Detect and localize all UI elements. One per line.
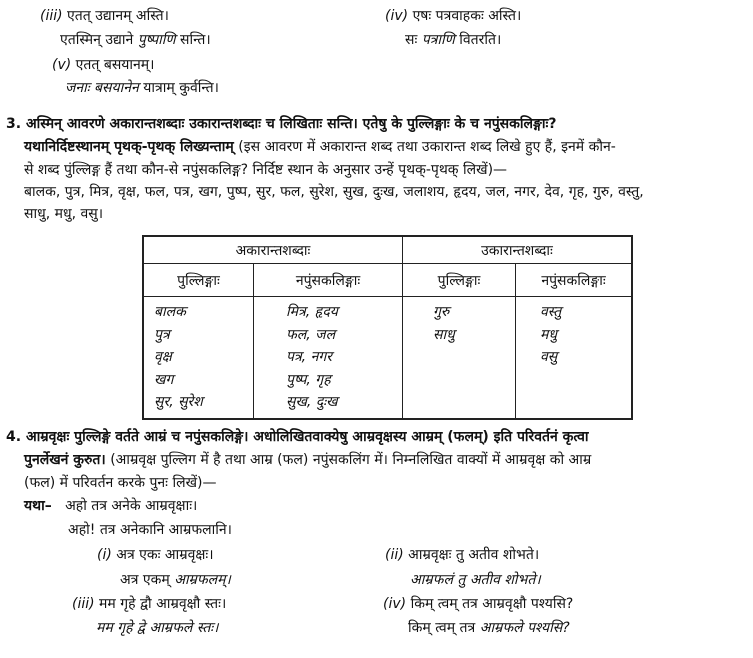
- word: बालक: [154, 304, 186, 320]
- question-text: अहो तत्र अनेके आम्रवृक्षाः।: [65, 498, 198, 514]
- question-text: मम गृहे द्वौ आम्रवृक्षौ स्तः।: [99, 596, 227, 612]
- answer-italic: आम्रफलम्।: [174, 572, 231, 588]
- hint-text: (फल) में परिवर्तन करके पुनः लिखें)—: [24, 475, 217, 491]
- item-label: (i): [97, 547, 112, 563]
- header-napumsaka: नपुंसकलिङ्गाः: [516, 264, 633, 297]
- q4-iv-answer: [408, 618, 570, 638]
- question-text: आम्रवृक्षः पुल्लिङ्गे वर्तते आम्रं च नपुंसकलिङ्गे। अधोलिखितवाक्येषु आम्रवृक्षस्य आम्रम् (फलम्) इति परिवर्तनं कृत्वा: [25, 429, 589, 445]
- q4-i-answer: [120, 570, 231, 590]
- question-number: 3.: [6, 116, 22, 132]
- question-text: पुनर्लेखनं कुरुत।: [24, 452, 106, 468]
- answer-text: सः: [405, 32, 418, 48]
- answer-italic: आम्रफलं तु अतीव शोभते।: [410, 572, 541, 588]
- question-text: एतत् बसयानम्।: [75, 57, 155, 73]
- cell-a-napum: [254, 297, 403, 419]
- q3-line1: [6, 114, 556, 134]
- q4-iv-question: [383, 594, 573, 614]
- q2-v-answer: [65, 78, 219, 98]
- word: पत्र, नगर: [286, 349, 332, 365]
- cell-u-napum: [516, 297, 633, 419]
- q4-line2: [24, 450, 591, 470]
- header-napumsaka: नपुंसकलिङ्गाः: [254, 264, 403, 297]
- word: वसु: [540, 349, 558, 365]
- answer-text: एतस्मिन् उद्याने: [60, 32, 134, 48]
- q4-ii-question: [385, 545, 539, 565]
- classification-table: [142, 235, 633, 420]
- answer-italic: मम गृहे द्वे आम्रफले स्तः।: [96, 620, 219, 636]
- word: वृक्ष: [154, 349, 172, 365]
- question-number: 4.: [6, 429, 22, 445]
- q2-v-question: [52, 55, 154, 75]
- item-label: (iii): [72, 596, 95, 612]
- q4-i-question: [97, 545, 214, 565]
- q3-line2: [24, 137, 616, 157]
- word: साधु: [433, 326, 455, 343]
- word: फल, जल: [286, 326, 336, 343]
- answer-text: सन्ति।: [179, 32, 211, 48]
- answer-text: यात्राम् कुर्वन्ति।: [143, 80, 219, 96]
- answer-italic: आम्रफले पश्यसि?: [479, 620, 570, 636]
- answer-italic: पत्राणि: [421, 32, 455, 48]
- q2-iii-answer: [60, 30, 211, 50]
- q2-iii-question: [40, 6, 169, 26]
- word: मित्र, हृदय: [286, 304, 338, 320]
- question-text: एतत् उद्यानम् अस्ति।: [67, 8, 169, 24]
- q2-iv-answer: [405, 30, 501, 50]
- word-list: साधु, मधु, वसु।: [24, 206, 104, 222]
- question-text: अस्मिन् आवरणे अकारान्तशब्दाः उकारान्तशब्दाः च लिखिताः सन्ति। एतेषु के पुल्लिङ्गाः के च नपुंसकलिङ्गाः?: [25, 116, 557, 132]
- example-question: [24, 496, 197, 516]
- header-pullinga: पुल्लिङ्गाः: [143, 264, 254, 297]
- example-label: यथा–: [24, 498, 52, 514]
- question-text: किम् त्वम् तत्र आम्रवृक्षौ पश्यसि?: [410, 596, 574, 612]
- answer-text: अत्र एकम्: [120, 572, 170, 588]
- item-label: (iv): [385, 8, 409, 24]
- cell-u-pum: [403, 297, 516, 419]
- hint-text: (इस आवरण में अकारान्त शब्द तथा उकारान्त शब्द लिखे हुए हैं, इनमें कौन-: [238, 139, 616, 155]
- question-text: आम्रवृक्षः तु अतीव शोभते।: [408, 547, 540, 563]
- header-ukaranta: उकारान्तशब्दाः: [403, 236, 633, 264]
- question-text: अत्र एकः आम्रवृक्षः।: [116, 547, 214, 563]
- answer-text: वितरति।: [459, 32, 502, 48]
- word: सुर, सुरेश: [154, 394, 203, 410]
- item-label: (ii): [385, 547, 404, 563]
- header-akaranta: अकारान्तशब्दाः: [143, 236, 403, 264]
- question-text: एषः पत्रवाहकः अस्ति।: [412, 8, 522, 24]
- word: मधु: [540, 326, 557, 343]
- word: पुष्प, गृह: [286, 371, 331, 388]
- q4-iii-question: [72, 594, 226, 614]
- item-label: (v): [52, 57, 72, 73]
- word: खग: [154, 371, 174, 388]
- example-answer: अहो! तत्र अनेकानि आम्रफलानि।: [68, 522, 232, 538]
- hint-text: से शब्द पुंल्लिङ्ग हैं तथा कौन-से नपुंसकलिङ्ग? निर्दिष्ट स्थान के अनुसार उन्हें पृथक्-पृथक् लिखें)—: [24, 162, 508, 178]
- answer-text: किम् त्वम् तत्र: [408, 620, 476, 636]
- q2-iv-question: [385, 6, 521, 26]
- word: वस्तु: [540, 304, 562, 320]
- answer-italic: जनाः बसयानेन: [65, 80, 139, 96]
- cell-a-pum: [143, 297, 254, 419]
- item-label: (iv): [383, 596, 407, 612]
- item-label: (iii): [40, 8, 63, 24]
- word: सुख, दुःख: [286, 394, 338, 410]
- word: गुरु: [433, 304, 450, 320]
- header-pullinga: पुल्लिङ्गाः: [403, 264, 516, 297]
- hint-text: (आम्रवृक्ष पुल्लिग में है तथा आम्र (फल) नपुंसकलिंग में। निम्नलिखित वाक्यों में आम्रवृक्ष को आम्र: [110, 452, 592, 468]
- question-text: यथानिर्दिष्टस्थानम् पृथक्-पृथक् लिख्यन्ताम्: [24, 139, 234, 155]
- answer-italic: पुष्पाणि: [137, 32, 176, 48]
- word: पुत्र: [154, 326, 170, 343]
- q4-line1: [6, 427, 589, 447]
- word-list: बालक, पुत्र, मित्र, वृक्ष, फल, पत्र, खग, पुष्प, सुर, फल, सुरेश, सुख, दुःख, जलाशय, हृदय, जल, नगर, देव, गृह, गुरु, वस्तु,: [24, 184, 644, 200]
